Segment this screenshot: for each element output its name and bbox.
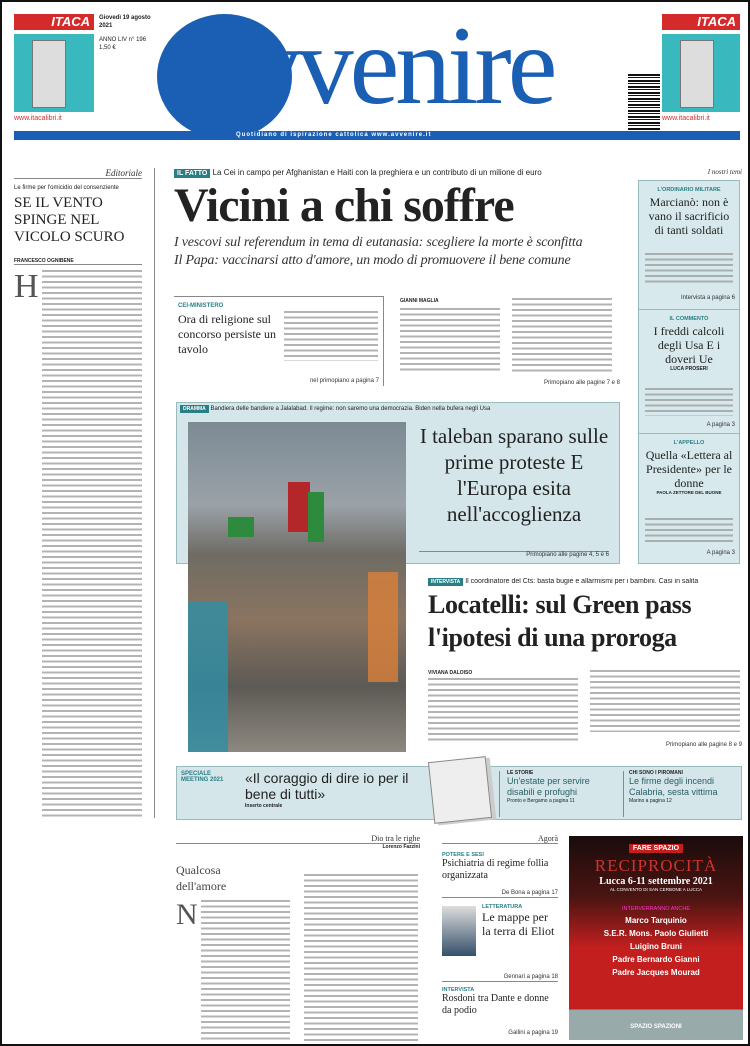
speaker: Luigino Bruni	[630, 942, 682, 951]
kicker: L'APPELLO	[673, 440, 705, 446]
lead-body	[512, 298, 612, 374]
section-label: Agorà	[442, 834, 558, 844]
body-text	[645, 388, 733, 416]
kicker: LE STORIE	[507, 770, 534, 776]
kicker: CEI-MINISTERO	[178, 303, 224, 309]
divider	[499, 771, 500, 817]
meeting-banner[interactable]	[176, 766, 742, 820]
banner-label: SPECIALE MEETING 2021	[181, 771, 224, 783]
reference: De Bona a pagina 17	[501, 890, 558, 896]
locatelli-headline: Locatelli: sul Green pass l'ipotesi di una proroga	[428, 590, 692, 652]
theme-item[interactable]	[639, 181, 739, 309]
banner-item[interactable]	[629, 770, 739, 804]
kicker: La Cei in campo per Afghanistan e Haiti con la preghiera e un contributo di un milione di euro	[212, 168, 542, 177]
kicker: IL COMMENTO	[669, 316, 709, 322]
body-text	[590, 670, 740, 732]
body-text	[645, 253, 733, 283]
subheadline: Il Papa: vaccinarsi atto d'amore, un modo di promuovere il bene comune	[174, 253, 571, 268]
speaker: Marco Tarquinio	[625, 916, 687, 925]
newspaper-logo: Avvenire	[177, 4, 554, 128]
protest-photo	[188, 422, 406, 752]
reference: Gallini a pagina 19	[508, 1030, 558, 1036]
ad-brand: FARE SPAZIO	[629, 844, 683, 853]
reference: Marino a pagina 12	[629, 798, 672, 804]
itaca-ad-right[interactable]	[662, 14, 740, 132]
dropcap: N	[176, 898, 198, 931]
itaca-url[interactable]: www.itacalibri.it	[662, 115, 710, 122]
ad-venue: AL CONVENTO DI SAN CERBONE A LUCCA	[609, 887, 703, 892]
reference: A pagina 3	[706, 422, 735, 428]
ad-intro: INTERVERRANNO ANCHE	[621, 906, 691, 912]
column-title: Qualcosa dell'amore	[176, 863, 227, 893]
byline: FRANCESCO OGNIBENE	[14, 258, 142, 265]
byline: VIVIANA DALOISO	[428, 670, 473, 676]
tag: IL FATTO	[174, 169, 210, 178]
body-text	[284, 311, 378, 361]
item-title: Le firme degli incendi Calabria, sesta vittima	[629, 776, 718, 797]
subheadline: I vescovi sul referendum in tema di eutanasia: scegliere la morte è sconfitta	[174, 235, 583, 250]
item-title: Quella «Lettera al Presidente» per le donne	[645, 448, 733, 490]
item-title: Rosdoni tra Dante e donne da podio	[442, 993, 549, 1016]
kicker: Bandiera delle bandiere a Jalalabad. Il regime: non saremo una democrazia. Biden nella bufera negli Usa	[210, 406, 491, 412]
reference: Gennari a pagina 18	[503, 974, 558, 980]
lead-headline: Vicini a chi soffre	[174, 179, 514, 232]
tagline-bar	[14, 131, 740, 140]
itaca-logo: ITACA	[662, 14, 740, 30]
kicker: LETTERATURA	[482, 904, 523, 910]
itaca-logo: ITACA	[14, 14, 94, 30]
issue-date: Giovedì 19 agosto 2021	[99, 15, 151, 29]
ad-dates: Lucca 6-11 settembre 2021	[599, 876, 713, 887]
reference: Primopiano alle pagine 7 e 8	[543, 380, 620, 386]
section-label: I nostri temi	[707, 168, 742, 176]
right-column	[636, 168, 742, 564]
byline: Lorenzo Fazzini	[382, 844, 420, 850]
issue-info	[99, 14, 155, 52]
book-cover	[662, 34, 740, 112]
afghan-headline: I taleban sparano sulle prime proteste E l'Europa esita nell'accoglienza	[419, 424, 609, 526]
speaker: S.E.R. Mons. Paolo Giulietti	[603, 929, 709, 938]
item-title: I freddi calcoli degli Usa E i doveri Ue	[653, 324, 725, 366]
lead-body	[400, 308, 500, 374]
editorial-body	[42, 270, 142, 818]
barcode	[628, 74, 660, 130]
agora-item[interactable]	[442, 982, 558, 1038]
body-text	[645, 518, 733, 544]
kicker: CHI SONO I PIROMANI	[629, 770, 683, 776]
speaker: Padre Bernardo Gianni	[612, 955, 700, 964]
ad-footer: SPAZIO SPAZIONI	[630, 1024, 682, 1030]
item-title: Psichiatria di regime follia organizzata	[442, 858, 549, 881]
editorial[interactable]	[14, 168, 142, 818]
byline: PAOLA ZETTORE DEL BUONE	[656, 490, 722, 495]
agora-item[interactable]	[442, 898, 558, 982]
reference: nel primopiano a pagina 7	[309, 378, 379, 384]
ad-title: RECIPROCITÀ	[594, 856, 718, 875]
section-label: Editoriale	[14, 168, 142, 179]
itaca-url[interactable]: www.itacalibri.it	[14, 115, 62, 122]
speaker: Padre Jacques Mourad	[612, 968, 700, 977]
kicker: POTERE E SESI	[442, 852, 484, 858]
body-text	[201, 900, 290, 1042]
newspaper-stack-icon	[428, 756, 492, 824]
editorial-title: SE IL VENTO SPINGE NEL VICOLO SCURO	[14, 195, 125, 245]
itaca-ad-left[interactable]	[14, 14, 94, 132]
religion-box[interactable]	[174, 296, 384, 386]
reference: Intervista a pagina 6	[680, 295, 735, 301]
item-title: Un'estate per servire disabili e profughi	[507, 776, 590, 797]
tag: INTERVISTA	[428, 578, 463, 586]
agora-item[interactable]	[442, 844, 558, 898]
banner-quote: «Il coraggio di dire io per il bene di tutti»	[245, 770, 409, 802]
reciprocita-ad[interactable]	[569, 836, 743, 1040]
section-label: Dio tra le righe	[176, 834, 420, 844]
divider	[154, 168, 155, 818]
masthead	[2, 2, 748, 142]
column-dio-tra-le-righe[interactable]	[176, 834, 420, 1044]
kicker: L'ORDINARIO MILITARE	[657, 187, 721, 193]
body-text	[304, 874, 418, 1042]
dropcap: H	[14, 268, 39, 305]
issue-edition: ANNO LIV n° 196	[99, 37, 147, 43]
banner-item[interactable]	[507, 770, 619, 804]
kicker: Le firme per l'omicidio del consenziente	[14, 185, 119, 191]
kicker: Il coordinatore del Cts: basta bugie e allarmismi per i bambini. Casi in salita	[465, 578, 699, 585]
byline: LUCA PROSERI	[670, 366, 708, 372]
kicker: INTERVISTA	[442, 987, 475, 993]
reference: Inserto centrale	[245, 803, 283, 809]
tag: DRAMMA	[180, 405, 209, 413]
item-title: Marcianò: non è vano il sacrificio di tanti soldati	[648, 195, 730, 237]
reference: A pagina 3	[706, 550, 735, 556]
theme-item[interactable]	[639, 309, 739, 433]
tagline: Quotidiano di ispirazione cattolica www.avvenire.it	[236, 132, 432, 138]
reference: Primopiano alle pagine 8 e 9	[665, 742, 742, 748]
agora-section	[442, 834, 558, 1044]
lead-story[interactable]	[174, 168, 624, 394]
eliot-photo	[442, 906, 476, 956]
issue-price: 1,50 €	[99, 45, 116, 51]
book-cover	[14, 34, 94, 112]
box-title: Ora di religione sul concorso persiste un tavolo	[178, 312, 276, 356]
reference: Primopiano alle pagine 4, 5 e 6	[419, 551, 609, 558]
reference: Pronto e Bergamo a pagina 11	[507, 798, 575, 804]
item-title: Le mappe per la terra di Eliot	[482, 910, 555, 938]
divider	[623, 771, 624, 817]
theme-item[interactable]	[639, 433, 739, 563]
body-text	[428, 678, 578, 742]
locatelli-story[interactable]	[428, 578, 742, 754]
byline: GIANNI MAGLIA	[400, 298, 439, 304]
